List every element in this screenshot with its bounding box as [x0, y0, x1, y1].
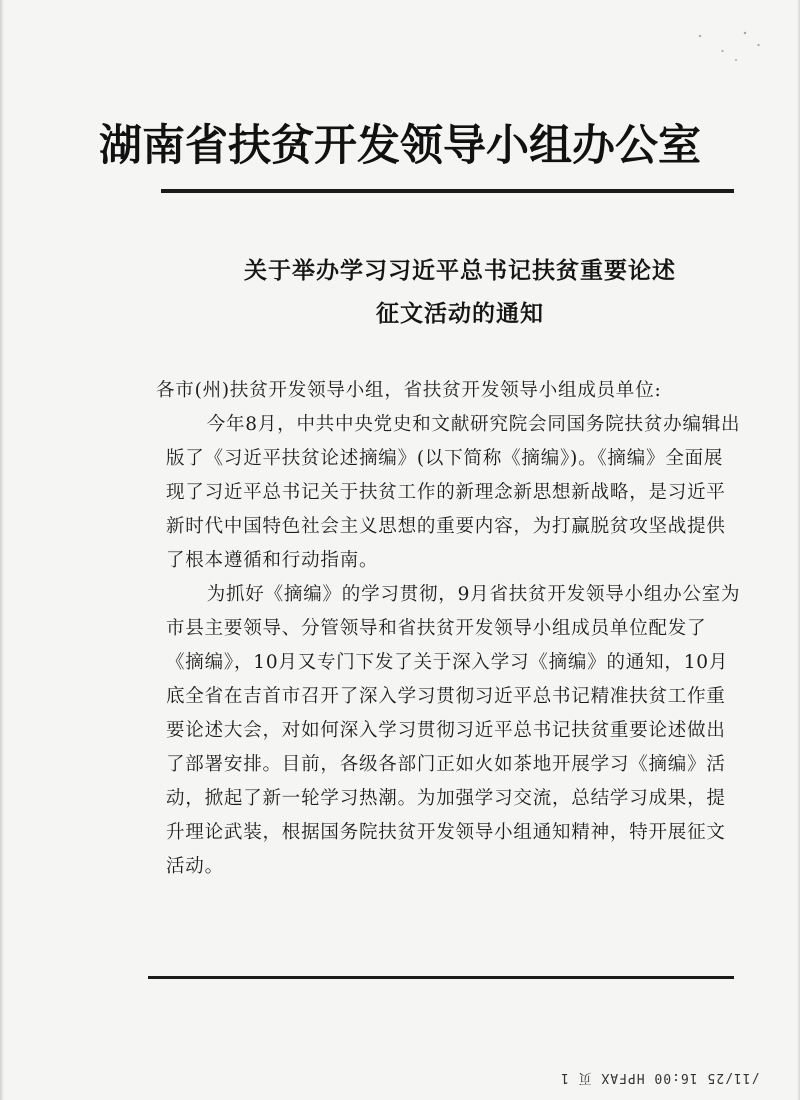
notice-title-line-2: 征文活动的通知: [376, 301, 544, 327]
scan-speckle: [682, 18, 772, 78]
letterhead-divider: [161, 189, 734, 193]
fax-transmission-stamp: /11/25 16:00 HPFAX 页 1: [560, 1070, 760, 1085]
paragraph-2: 为抓好《摘编》的学习贯彻，9月省扶贫开发领导小组办公室为市县主要领导、分管领导和省扶贫开发领导小组成员单位配发了《摘编》，10月又专门下发了关于深入学习《摘编》的通知，10月底全省在吉首市召开了深入学习贯彻习近平总书记精准扶贫工作重要论述大会，对如何深入学习贯彻习近平总书记扶贫重要论述做出了部署安排。目前，各级各部门正如火如茶地开展学习《摘编》活动，掀起了新一轮学习热潮。为加强学习交流，总结学习成果，提升理论武装，根据国务院扶贫开发领导小组通知精神，特开展征文活动。: [166, 584, 741, 877]
notice-title-line-1: 关于举办学习习近平总书记扶贫重要论述: [244, 258, 676, 284]
notice-body: [156, 374, 742, 884]
footer-divider: [148, 976, 734, 979]
salutation: 各市(州)扶贫开发领导小组，省扶贫开发领导小组成员单位:: [156, 380, 662, 401]
paragraph-1: 今年8月，中共中央党史和文献研究院会同国务院扶贫办编辑出版了《习近平扶贫论述摘编》(以下简称《摘编》)。《摘编》全面展现了习近平总书记关于扶贫工作的新理念新思想新战略，是习近平新时代中国特色社会主义思想的重要内容，为打赢脱贫攻坚战提供了根本遵循和行动指南。: [166, 414, 741, 571]
agency-letterhead: 湖南省扶贫开发领导小组办公室: [99, 121, 701, 171]
